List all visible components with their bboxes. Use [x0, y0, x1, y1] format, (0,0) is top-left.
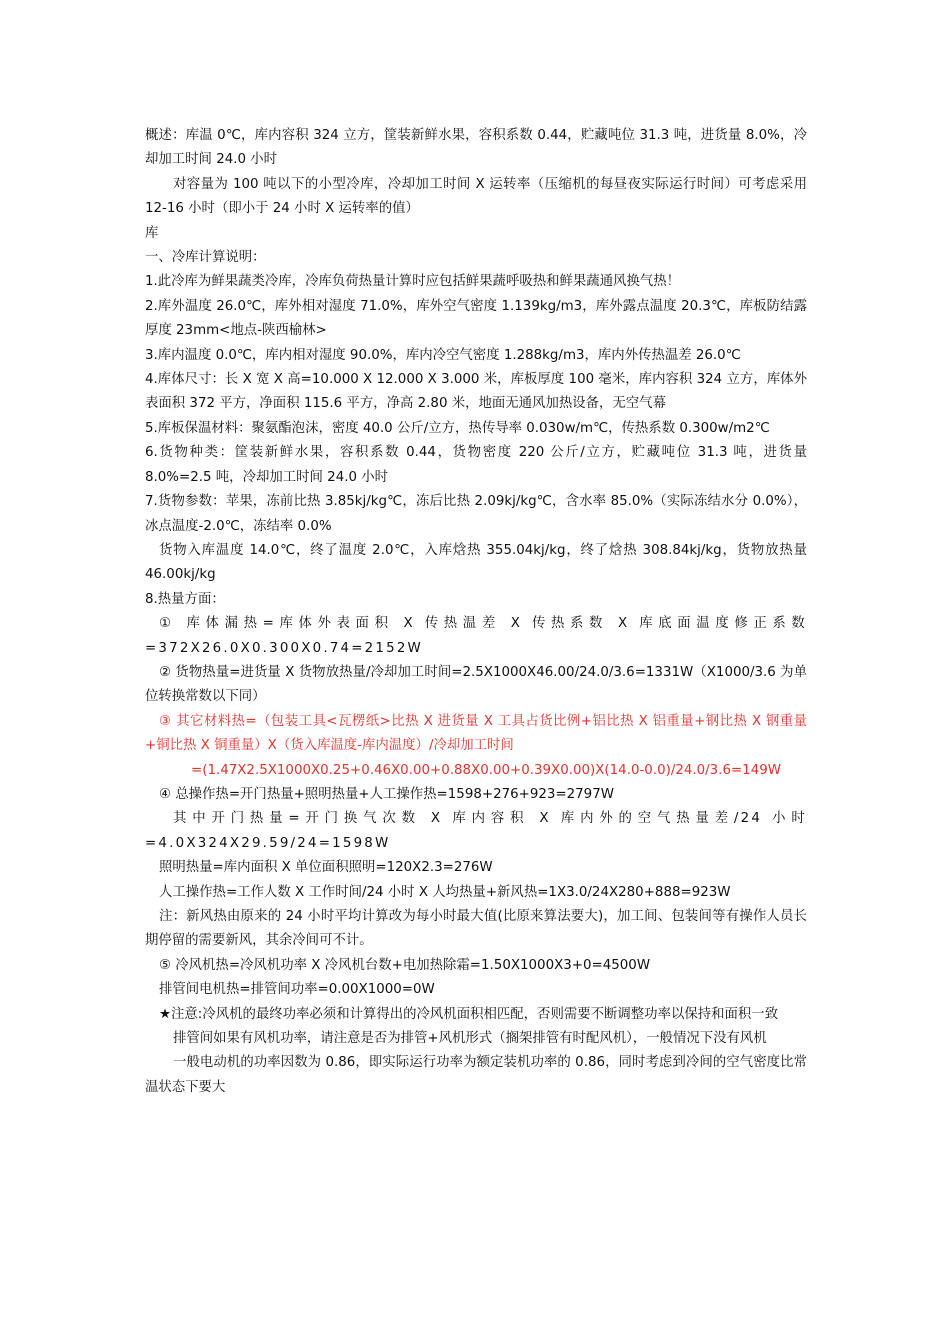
heat-3-formula: =(1.47X2.5X1000X0.25+0.46X0.00+0.88X0.00+0.39X0.00)X(14.0-0.0)/24.0/3.6=149W [191, 762, 781, 778]
heat-2-paragraph: ② 货物热量=进货量 X 货物放热量/冷却加工时间=2.5X1000X46.00/24.0/3.6=1331W（X1000/3.6 为单位转换常数以下同） [145, 664, 807, 705]
small-cold-storage-paragraph: 对容量为 100 吨以下的小型冷库，冷却加工时间 X 运转率（压缩机的每昼夜实际运行时间）可考虑采用 12-16 小时（即小于 24 小时 X 运转率的值） [145, 176, 807, 217]
heat-3-paragraph: ③ 其它材料热=（包装工具<瓦楞纸>比热 X 进货量 X 工具占货比例+铝比热 X 铝重量+钢比热 X 钢重量+铜比热 X 铜重量）X（货入库温度-库内温度）/冷却加工时间 [145, 713, 807, 754]
item-5-paragraph: 5.库板保温材料：聚氨酯泡沫，密度 40.0 公斤/立方，热传导率 0.030w/m℃，传热系数 0.300w/m2℃ [145, 420, 770, 436]
document-body [145, 124, 807, 1100]
notice-paragraph: ★注意:冷风机的最终功率必须和计算得出的冷风机面积相匹配，否则需要不断调整功率以保持和面积一致 [159, 1006, 779, 1022]
item-7-paragraph: 7.货物参数：苹果，冻前比热 3.85kj/kg℃，冻后比热 2.09kj/kg℃，含水率 85.0%（实际冻结水分 0.0%），冰点温度-2.0℃，冻结率 0.0% [145, 494, 807, 534]
heat-4-paragraph: ④ 总操作热=开门热量+照明热量+人工操作热=1598+276+923=2797W [159, 786, 614, 802]
item-6-paragraph: 6.货物种类：筐装新鲜水果，容积系数 0.44，货物密度 220 公斤/立方，贮藏吨位 31.3 吨，进货量 8.0%=2.5 吨，冷却加工时间 24.0 小时 [145, 445, 807, 485]
item-4-paragraph: 4.库体尺寸：长 X 宽 X 高=10.000 X 12.000 X 3.000 米，库板厚度 100 毫米，库内容积 324 立方，库体外表面积 372 平方，净面积 115.6 平方，净高 2.80 米，地面无通风加热设备，无空气幕 [145, 372, 807, 412]
item-1-paragraph: 1.此冷库为鲜果蔬类冷库，冷库负荷热量计算时应包括鲜果蔬呼吸热和鲜果蔬通风换气热！ [145, 274, 681, 290]
notice-motor-paragraph: 一般电动机的功率因数为 0.86，即实际运行功率为额定装机功率的 0.86，同时考虑到冷间的空气密度比常温状态下要大 [145, 1055, 807, 1095]
overview-paragraph: 概述：库温 0℃，库内容积 324 立方，筐装新鲜水果，容积系数 0.44，贮藏吨位 31.3 吨，进货量 8.0%，冷却加工时间 24.0 小时 [145, 128, 807, 168]
heat-4-light-paragraph: 照明热量=库内面积 X 单位面积照明=120X2.3=276W [159, 860, 493, 876]
heat-5-paragraph: ⑤ 冷风机热=冷风机功率 X 冷风机台数+电加热除霜=1.50X1000X3+0=4500W [159, 957, 651, 973]
heat-1-paragraph: ① 库体漏热=库体外表面积 X 传热温差 X 传热系数 X 库底面温度修正系数 =372X26.0X0.300X0.74=2152W [145, 616, 807, 656]
heat-4-note-paragraph: 注：新风热由原来的 24 小时平均计算改为每小时最大值(比原来算法要大)，加工间、包装间等有操作人员长期停留的需要新风，其余冷间可不计。 [145, 909, 807, 949]
notice-pipe-paragraph: 排管间如果有风机功率，请注意是否为排管+风机形式（搁架排管有时配风机），一般情况下没有风机 [173, 1031, 767, 1047]
heat-5-pipe-paragraph: 排管间电机热=排管间功率=0.00X1000=0W [159, 982, 435, 998]
ku-line: 库 [145, 225, 159, 241]
item-2-paragraph: 2.库外温度 26.0℃，库外相对湿度 71.0%，库外空气密度 1.139kg/m3，库外露点温度 20.3℃，库板防结露厚度 23mm<地点-陕西榆林> [145, 298, 807, 339]
heat-4-labor-paragraph: 人工操作热=工作人数 X 工作时间/24 小时 X 人均热量+新风热=1X3.0/24X280+888=923W [159, 884, 731, 900]
item-7b-paragraph: 货物入库温度 14.0℃，终了温度 2.0℃，入库焓热 355.04kj/kg，终了焓热 308.84kj/kg，货物放热量 46.00kj/kg [145, 542, 807, 583]
heat-4-door-paragraph: 其中开门热量=开门换气次数 X 库内容积 X 库内外的空气热量差/24 小时 =4.0X324X29.59/24=1598W [145, 811, 807, 851]
section-title: 一、冷库计算说明： [145, 250, 266, 266]
item-3-paragraph: 3.库内温度 0.0℃，库内相对湿度 90.0%，库内冷空气密度 1.288kg/m3，库内外传热温差 26.0℃ [145, 347, 741, 363]
item-8-paragraph: 8.热量方面： [145, 591, 225, 607]
